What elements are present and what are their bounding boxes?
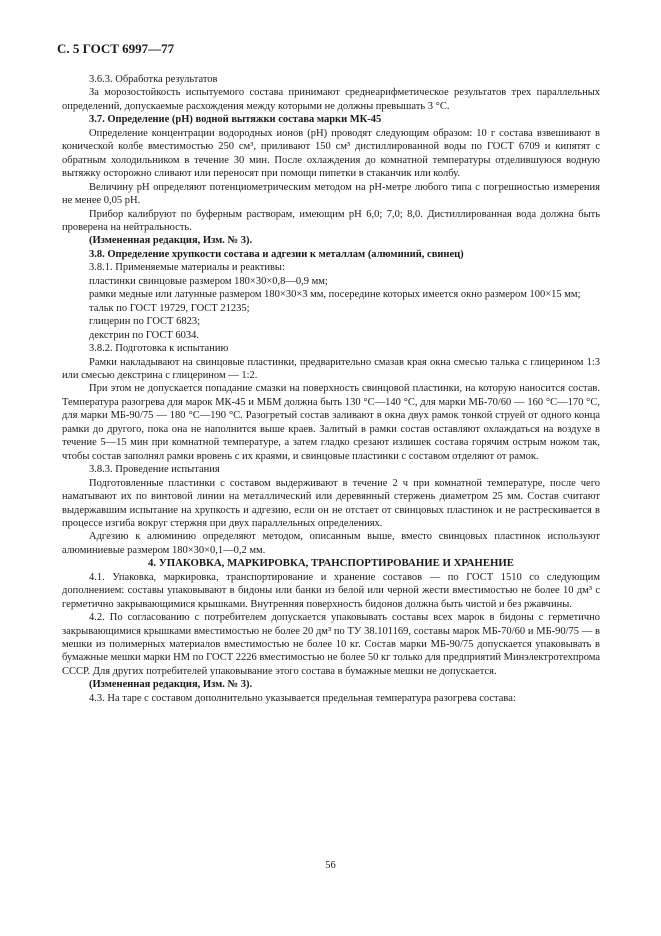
paragraph: Подготовленные пластинки с составом выдерживают в течение 2 ч при комнатной температуре, после чего наматывают их по винтовой линии на металлический или деревянный стержень диаметром 25 мм. Состав считают выдержавшим испытание на хрупкость и адгезию, если он не отстает от свинцовых пластинок и не растрескивается в процессе изгиба вокруг стержня при двух параллельных определениях. bbox=[62, 477, 600, 529]
paragraph: Величину pH определяют потенциометрическим методом на pH-метре любого типа с погрешностью измерения не менее 0,05 pH. bbox=[62, 181, 600, 207]
subsection-heading: 3.6.3. Обработка результатов bbox=[89, 74, 218, 85]
amendment-note: (Измененная редакция, Изм. № 3). bbox=[89, 235, 253, 247]
paragraph: Прибор калибруют по буферным растворам, имеющим pH 6,0; 7,0; 8,0. Дистиллированная вода должна быть проверена на нейтральность. bbox=[62, 208, 600, 233]
paragraph: 4.1. Упаковка, маркировка, транспортирование и хранение составов — по ГОСТ 1510 со следующим дополнением: составы упаковывают в бидоны или банки из белой или черной жести вместимостью не более 10 дм³ с герметично закрывающимися крышками. Внутренняя поверхность бидонов должна быть чистой и без ржавчины. bbox=[62, 571, 600, 610]
section-heading: 3.8. Определение хрупкости состава и адгезии к металлам (алюминий, свинец) bbox=[89, 248, 464, 260]
amendment-note: (Измененная редакция, Изм. № 3). bbox=[89, 679, 253, 691]
paragraph: При этом не допускается попадание смазки на поверхность свинцовой пластинки, на которую наносится состав. Температура разогрева для марок МК-45 и МБМ должна быть 130 °С—140 °С, для марки МБ-70/60 — 160 °С—170 °С, для марки МБ-90/75 — 180 °С—190 °С. Разогретый состав заливают в окна двух рамок тонкой струей от одного конца рамки до другого, пока она не наполнится выше краев. Залитый в рамки состав оставляют охлаждаться на воздухе в течение 5—15 мин при комнатной температуре, а затем гладко срезают излишек состава горячим острым ножом так, чтобы состав заполнял рамки вровень с их краями, и свинцовые пластинки с составом отделяют от рамок. bbox=[62, 383, 600, 462]
list-item: рамки медные или латунные размером 180×30×3 мм, посередине которых имеется окно размером 100×15 мм; bbox=[89, 289, 581, 301]
page-header: С. 5 ГОСТ 6997—77 bbox=[57, 41, 175, 56]
document-body bbox=[62, 73, 600, 705]
paragraph: За морозостойкость испытуемого состава принимают среднеарифметическое результатов трех параллельных определений, допускаемые расхождения между которыми не должны превышать 3 °С. bbox=[62, 87, 600, 112]
chapter-title: 4. УПАКОВКА, МАРКИРОВКА, ТРАНСПОРТИРОВАНИЕ И ХРАНЕНИЕ bbox=[147, 557, 515, 570]
paragraph: 4.2. По согласованию с потребителем допускается упаковывать составы всех марок в бидоны с герметично закрывающимися крышками вместимостью не более 20 дм³ по ТУ 38.101169, составы марок МБ-70/60 и МБ-90/75 — в мешки из полимерных материалов вместимостью не более 10 кг. Состав марки МБ-90/75 допускается упаковывать в бумажные мешки марки НМ по ГОСТ 2226 вместимостью не более 50 кг только для предприятий Минэлектротехпрома СССР. Для других потребителей упаковывание этого состава в бумажные мешки не допускается. bbox=[62, 612, 600, 677]
paragraph: Рамки накладывают на свинцовые пластинки, предварительно смазав края окна смесью талька с глицерином 1:3 или смесью декстрина с глицерином — 1:2. bbox=[62, 356, 600, 381]
subsection-heading: 3.8.3. Проведение испытания bbox=[89, 464, 220, 476]
list-item: декстрин по ГОСТ 6034. bbox=[89, 329, 200, 341]
list-item: тальк по ГОСТ 19729, ГОСТ 21235; bbox=[89, 302, 250, 314]
paragraph: Определение концентрации водородных ионов (pH) проводят следующим образом: 10 г состава взвешивают в конической колбе вместимостью 250 см³, приливают 150 см³ дистиллированной воды по ГОСТ 6709 и кипятят с обратным холодильником в течение 30 мин. После охлаждения до комнатной температуры отделившуюся водную вытяжку осторожно сливают или переносят при помощи пипетки в стаканчик или колбу. bbox=[62, 127, 600, 180]
list-item: пластинки свинцовые размером 180×30×0,8—0,9 мм; bbox=[89, 275, 328, 287]
section-heading: 3.7. Определение (pH) водной вытяжки состава марки МК-45 bbox=[89, 114, 382, 126]
subsection-heading: 3.8.1. Применяемые материалы и реактивы: bbox=[89, 262, 285, 274]
list-item: глицерин по ГОСТ 6823; bbox=[89, 316, 200, 328]
page-number: 56 bbox=[325, 860, 336, 871]
paragraph: 4.3. На таре с составом дополнительно указывается предельная температура разогрева состава: bbox=[89, 692, 516, 704]
paragraph: Адгезию к алюминию определяют методом, описанным выше, вместо свинцовых пластинок используют алюминиевые размером 180×30×0,1—0,2 мм. bbox=[62, 531, 600, 556]
subsection-heading: 3.8.2. Подготовка к испытанию bbox=[89, 343, 229, 355]
